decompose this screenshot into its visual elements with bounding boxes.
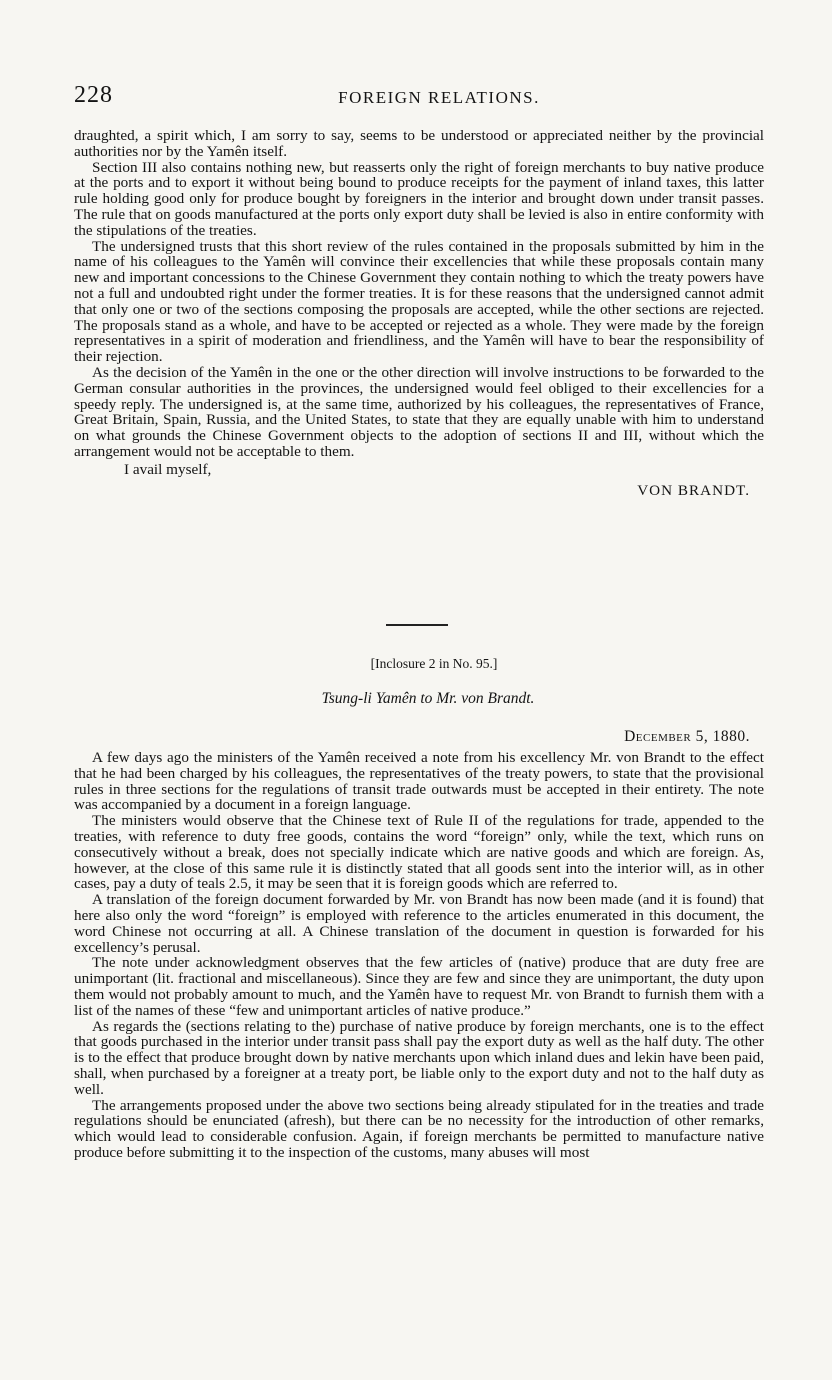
page-header [74,82,764,110]
inclosure-paragraph: A translation of the foreign document forwarded by Mr. von Brandt has now been made (and it is found) that here also only the word “foreign” is employed with reference to the articles enumerated in this document, the word Chinese not occurring at all. A Chinese translation of the document in question is forwarded for his excellency’s perusal. [74,891,764,956]
letter-paragraph: draughted, a spirit which, I am sorry to say, seems to be understood or appreciated neither by the provincial authorities nor by the Yamên itself. [74,127,764,160]
closing-line: I avail myself, [124,460,212,478]
page-number: 228 [74,82,113,108]
signature: VON BRANDT. [637,481,750,499]
inclosure-paragraph: The note under acknowledgment observes that the few articles of (native) produce that are duty free are unimportant (lit. fractional and miscellaneous). Since they are few and since they are unimportant, the duty upon them would not probably amount to much, and the Yamên have to request Mr. von Brandt to furnish them with a list of the names of these “few and unimportant articles of native produce.” [74,954,764,1019]
letter-paragraph: The undersigned trusts that this short review of the rules contained in the proposals submitted by him in the name of his colleagues to the Yamên will convince their excellencies that while these proposals contain many new and important concessions to the Chinese Government they contain nothing to which the treaty powers have not a full and undoubted right under the former treaties. It is for these reasons that the undersigned cannot admit that only one or two of the sections composing the proposals are accepted, while the other sections are rejected. The proposals stand as a whole, and have to be accepted or rejected as a whole. They were made by the foreign representatives in a spirit of moderation and friendliness, and the Yamên will have to bear the responsibility of their rejection. [74,237,764,366]
running-head: FOREIGN RELATIONS. [338,88,540,107]
letter-paragraph: As the decision of the Yamên in the one or the other direction will involve instructions to be forwarded to the German consular authorities in the provinces, the undersigned would feel obliged to their excellencies for a speedy reply. The undersigned is, at the same time, authorized by his colleagues, the representatives of France, Great Britain, Spain, Russia, and the United States, to state that they are equally unable with him to understand on what grounds the Chinese Government objects to the adoption of sections II and III, without which the arrangement would not be acceptable to them. [74,363,764,460]
inclosure-body [74,750,764,1161]
inclosure-paragraph: The arrangements proposed under the above two sections being already stipulated for in the treaties and trade regulations should be enunciated (afresh), but there can be no necessity for the introduction of other remarks, which would lead to considerable confusion. Again, if foreign merchants be permitted to manufacture native produce before submitting it to the inspection of the customs, many abuses will most [74,1096,764,1161]
inclosure-paragraph: A few days ago the ministers of the Yamên received a note from his excellency Mr. von Brandt to the effect that he had been charged by his colleagues, the representatives of the treaty powers, to state that the provisional rules in three sections for the regulations of transit trade outwards must be accepted in their entirety. The note was accompanied by a document in a foreign language. [74,749,764,814]
inclosure-subtitle: Tsung-li Yamên to Mr. von Brandt. [321,690,535,707]
letter-body [74,128,764,500]
inclosure-date [74,728,764,746]
inclosure-paragraph: The ministers would observe that the Chinese text of Rule II of the regulations for trade, appended to the treaties, with reference to duty free goods, contains the word “foreign” only, while the text, which runs on consecutively without a break, does not specially indicate which are native goods and which are foreign. As, however, at the close of this same rule it is distinctly stated that all goods sent into the interior will, as in other cases, pay a duty of teals 2.5, it may be seen that it is foreign goods which are referred to. [74,812,764,893]
date-text: December 5, 1880. [624,728,750,745]
inclosure-heading: [Inclosure 2 in No. 95.] [370,656,498,671]
inclosure-paragraph: As regards the (sections relating to the) purchase of native produce by foreign merchants, one is to the effect that goods purchased in the interior under transit pass shall pay the export duty as well as the half duty. The other is to the effect that produce brought down by native merchants upon which inland dues and lekin have been paid, shall, when purchased by a foreigner at a treaty port, be liable only to the export duty and not to the half duty as well. [74,1017,764,1098]
section-divider [386,624,448,626]
letter-paragraph: Section III also contains nothing new, but reasserts only the right of foreign merchants to buy native produce at the ports and to export it without being bound to produce receipts for the payment of inland taxes, this latter rule holding good only for produce bought by foreigners in the interior and brought down under transit passes. The rule that on goods manufactured at the ports only export duty shall be levied is also in entire conformity with the stipulations of the treaties. [74,158,764,239]
